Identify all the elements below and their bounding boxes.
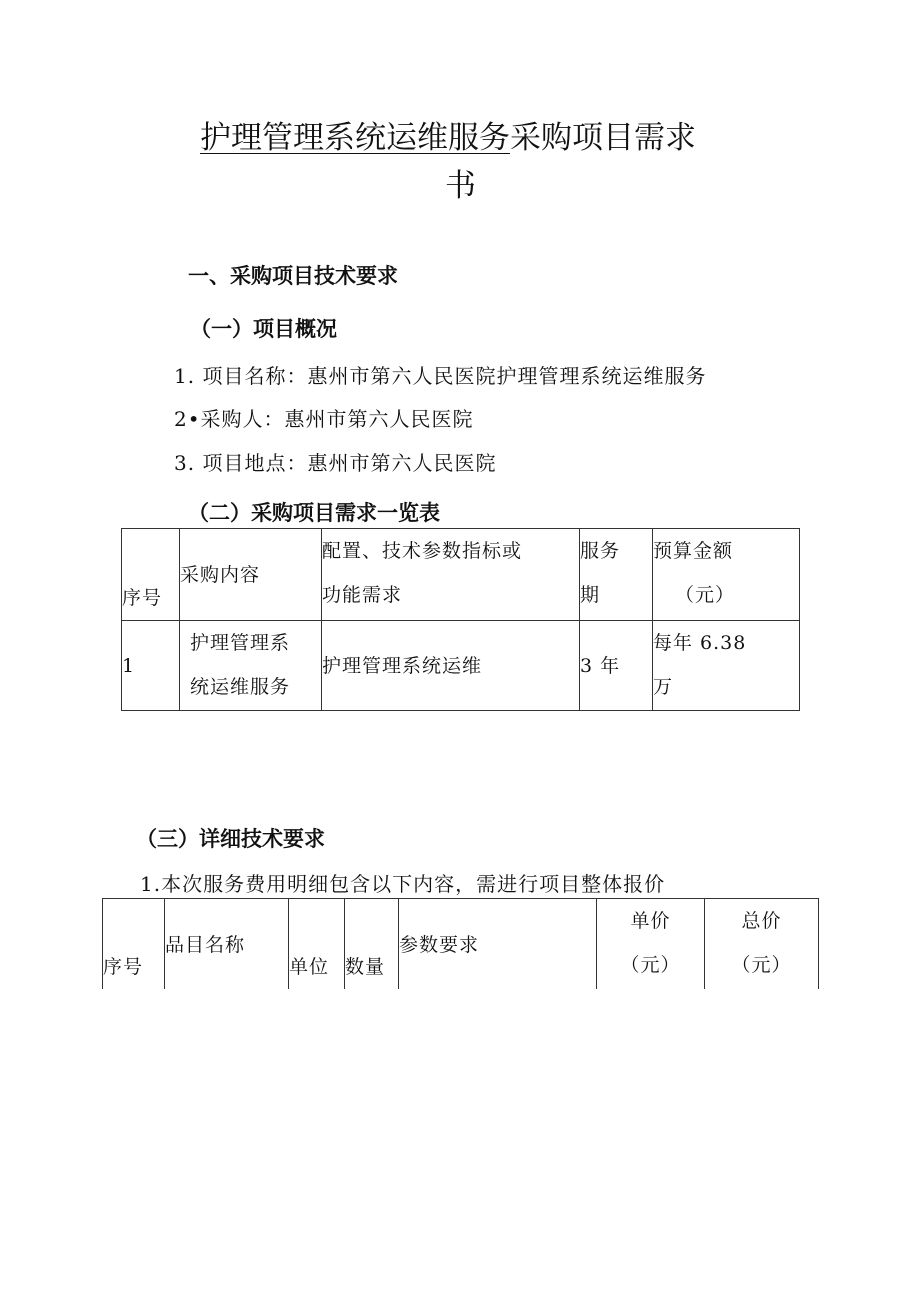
detail-header-total-price: 总价 （元）	[705, 899, 819, 989]
row-period: 3 年	[580, 621, 653, 711]
detail-header-no: 序号	[103, 899, 165, 989]
title-line-2: 书	[445, 168, 476, 204]
header-period: 服务 期	[580, 529, 653, 621]
detail-header-name: 品目名称	[165, 899, 289, 989]
detail-header-unit: 单位	[289, 899, 345, 989]
row-budget: 每年 6.38 万	[653, 621, 800, 711]
detail-header-row	[103, 899, 819, 989]
section-heading: 一、采购项目技术要求	[188, 264, 398, 288]
row-no: 1	[122, 621, 180, 711]
row-content: 护理管理系 统运维服务	[180, 621, 322, 711]
overview-heading: （一）项目概况	[190, 317, 337, 341]
header-spec: 配置、技术参数指标或 功能需求	[322, 529, 580, 621]
detail-header-unit-price: 单价 （元）	[597, 899, 705, 989]
overview-item-2: 2•采购人：惠州市第六人民医院	[174, 407, 474, 431]
detail-intro: 1.本次服务费用明细包含以下内容，需进行项目整体报价	[140, 872, 666, 896]
title-rest: 采购项目需求	[510, 120, 696, 156]
header-content: 采购内容	[180, 529, 322, 621]
header-no: 序号	[122, 529, 180, 621]
summary-heading: （二）采购项目需求一览表	[188, 501, 440, 525]
detail-heading: （三）详细技术要求	[136, 827, 325, 851]
summary-table	[121, 528, 800, 711]
header-budget: 预算金额 （元）	[653, 529, 800, 621]
table-row	[122, 621, 800, 711]
overview-item-3: 3. 项目地点：惠州市第六人民医院	[174, 451, 497, 475]
row-spec: 护理管理系统运维	[322, 621, 580, 711]
summary-header-row	[122, 529, 800, 621]
detail-table	[102, 898, 819, 989]
detail-header-param: 参数要求	[399, 899, 597, 989]
title-underlined-part: 护理管理系统运维服务	[200, 120, 510, 156]
document-title	[200, 112, 696, 157]
detail-header-qty: 数量	[345, 899, 399, 989]
overview-item-1: 1. 项目名称：惠州市第六人民医院护理管理系统运维服务	[174, 364, 707, 388]
